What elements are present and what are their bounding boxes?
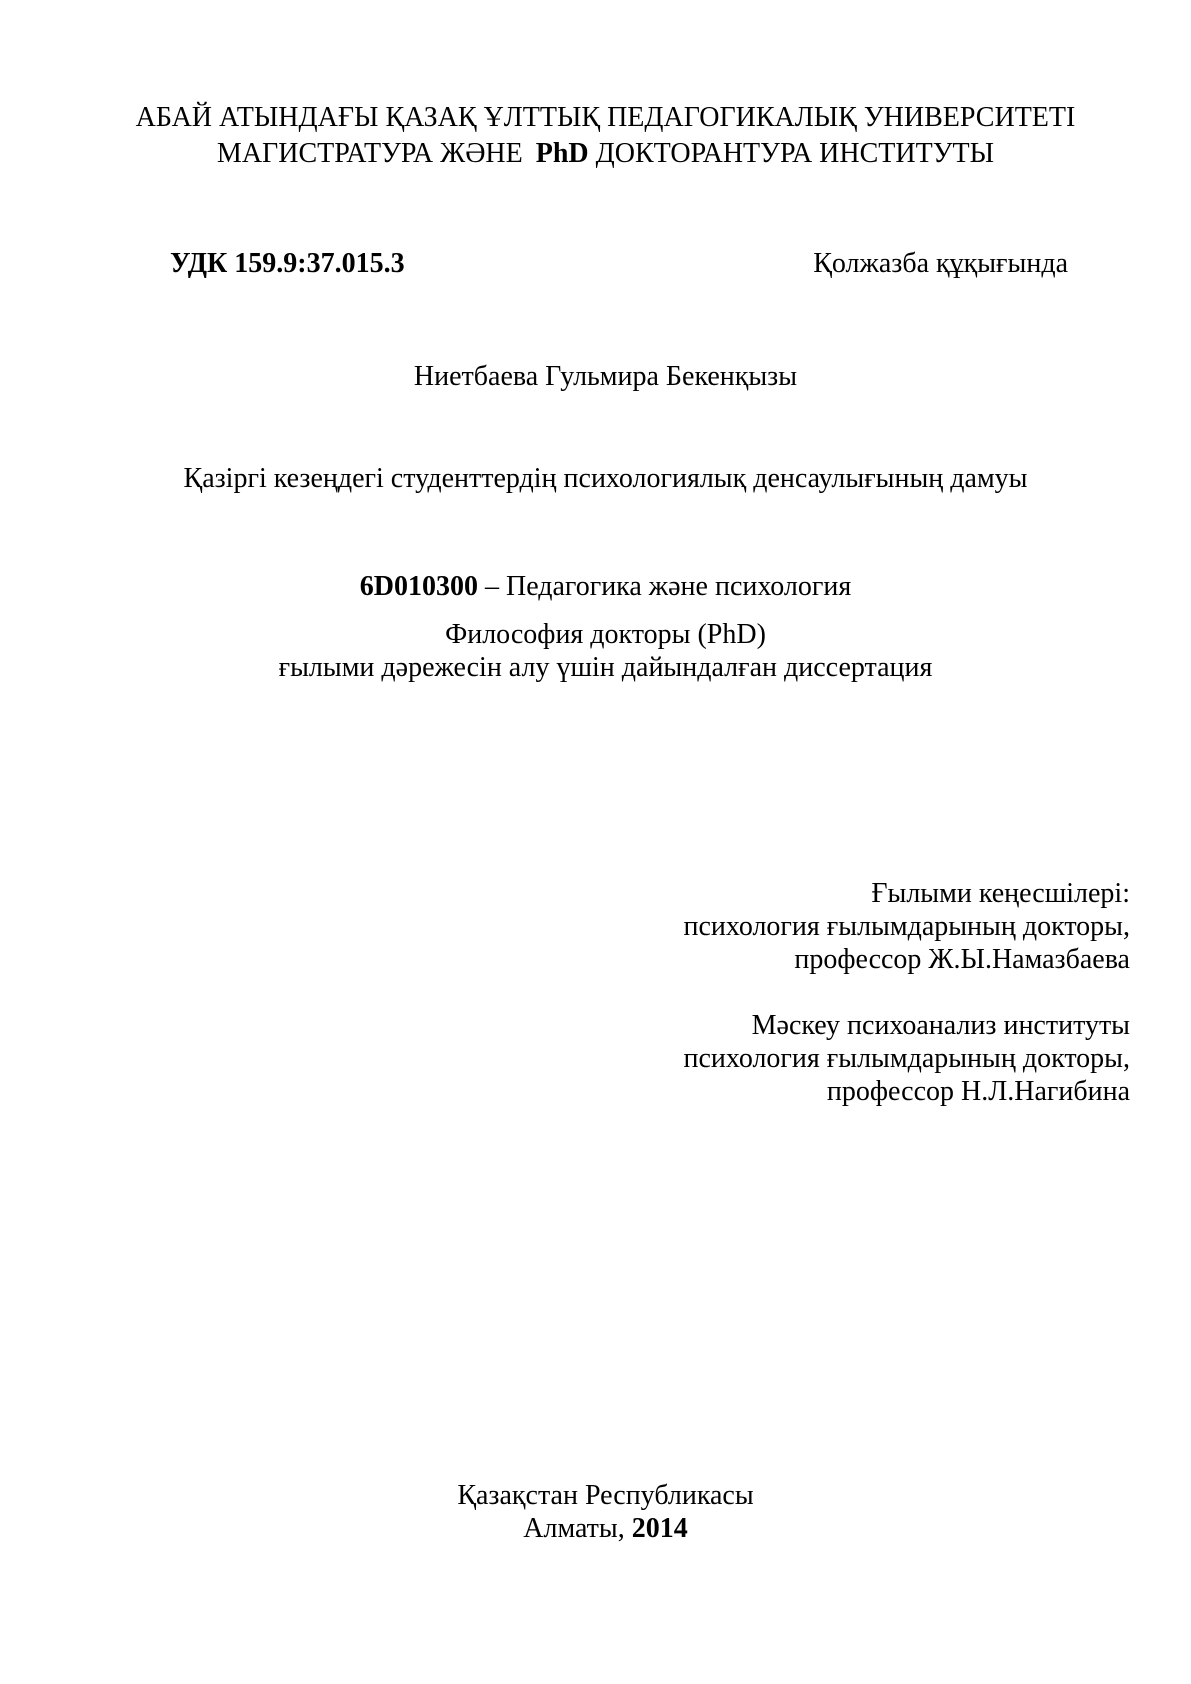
manuscript-right-note: Қолжазба құқығында xyxy=(813,248,1068,279)
footer-block xyxy=(20,1479,1191,1545)
university-name: АБАЙ АТЫНДАҒЫ ҚАЗАҚ ҰЛТТЫҚ ПЕДАГОГИКАЛЫҚ УНИВЕРСИТЕТІ xyxy=(135,102,1076,133)
phd-label: PhD xyxy=(535,138,589,169)
advisor2-institute-line: Мәскеу психоанализ институты xyxy=(751,1010,1130,1041)
page-header xyxy=(20,100,1191,172)
advisor2-degree-line: психология ғылымдарының докторы, xyxy=(683,1043,1130,1074)
udk-row xyxy=(170,247,1068,280)
institute-name xyxy=(20,136,1191,172)
dissertation-title: Қазіргі кезеңдегі студенттердің психологиялық денсаулығының дамуы xyxy=(183,463,1028,494)
advisor-block-gap xyxy=(683,976,1130,1009)
advisor1-name-line: профессор Ж.Ы.Намазбаева xyxy=(794,944,1130,975)
specialty-line xyxy=(20,570,1191,603)
degree-block xyxy=(20,618,1191,684)
country-line: Қазақстан Республикасы xyxy=(457,1480,754,1511)
advisors-heading: Ғылыми кеңесшілері: xyxy=(871,878,1130,909)
city-year-line xyxy=(20,1512,1191,1545)
degree-line-1: Философия докторы (PhD) xyxy=(445,619,766,650)
advisor1-degree-line: психология ғылымдарының докторы, xyxy=(683,911,1130,942)
advisors-block xyxy=(683,877,1130,1108)
advisor2-name-line: профессор Н.Л.Нагибина xyxy=(826,1076,1130,1107)
institute-name-post: ДОКТОРАНТУРА ИНСТИТУТЫ xyxy=(595,138,995,169)
institute-name-pre: МАГИСТРАТУРА ЖӘНЕ xyxy=(216,138,523,169)
specialty-code: 6D010300 xyxy=(359,571,478,602)
degree-line-2: ғылыми дәрежесін алу үшін дайындалған диссертация xyxy=(278,652,933,683)
year-label: 2014 xyxy=(631,1513,688,1544)
author-name: Ниетбаева Гульмира Бекенқызы xyxy=(413,361,798,392)
city-label: Алматы, xyxy=(523,1513,625,1544)
specialty-name: – Педагогика және психология xyxy=(484,571,852,602)
udk-code: УДК 159.9:37.015.3 xyxy=(170,248,405,279)
